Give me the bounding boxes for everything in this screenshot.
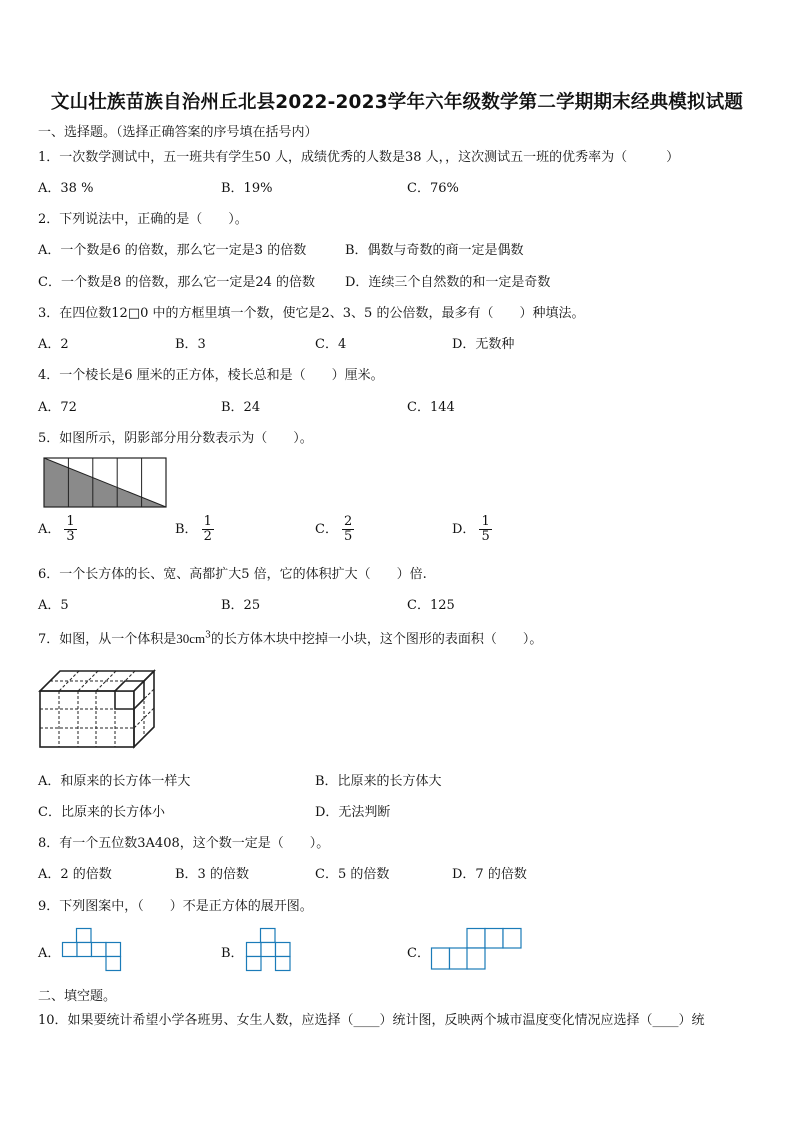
- cube-net-a: [62, 928, 122, 972]
- q2-option-c[interactable]: C．一个数是8 的倍数，那么它一定是24 的倍数: [38, 275, 316, 290]
- q5-option-d[interactable]: [452, 515, 492, 544]
- q1-option-b[interactable]: B．19%: [221, 181, 273, 196]
- q4-option-a[interactable]: A．72: [38, 400, 77, 415]
- question-10: 10．如果要统计希望小学各班男、女生人数，应选择（____）统计图，反映两个城市温度变化情况应选择（____）统: [38, 1013, 705, 1028]
- fraction: $\frac{1}{2}$: [203, 514, 212, 544]
- q3-option-d[interactable]: D．无数种: [452, 337, 515, 352]
- cube-net-c: [431, 928, 523, 972]
- fraction: $\frac{1}{3}$: [66, 514, 75, 544]
- q9-option-a[interactable]: A．: [38, 946, 61, 961]
- question-5: 5．如图所示，阴影部分用分数表示为（ ）。: [38, 431, 313, 446]
- q5-option-c[interactable]: [315, 515, 354, 544]
- q3-option-b[interactable]: B．3: [175, 337, 206, 352]
- q4-option-c[interactable]: C．144: [407, 400, 455, 415]
- q2-option-a[interactable]: A．一个数是6 的倍数，那么它一定是3 的倍数: [38, 243, 307, 258]
- q5-option-a-label: A．: [38, 522, 61, 537]
- question-8: 8．有一个五位数3A408，这个数一定是（ ）。: [38, 836, 330, 851]
- q8-option-b[interactable]: B．3 的倍数: [175, 867, 249, 882]
- shaded-rectangle-figure: [44, 458, 170, 508]
- q6-option-a[interactable]: A．5: [38, 598, 69, 613]
- q9-option-b[interactable]: B．: [221, 946, 244, 961]
- q5-option-b-label: B．: [175, 522, 198, 537]
- question-3: 3．在四位数12□0 中的方框里填一个数，使它是2、3、5 的公倍数，最多有（ ）种填法。: [38, 306, 585, 321]
- fraction: $\frac{1}{5}$: [481, 514, 490, 544]
- question-7: 7．如图，从一个体积是$30cm^3$的长方体木块中挖掉一小块，这个图形的表面积（ ）。: [38, 630, 543, 647]
- question-2: 2．下列说法中，正确的是（ ）。: [38, 212, 248, 227]
- q7-option-c[interactable]: C．比原来的长方体小: [38, 805, 165, 820]
- q7-option-d[interactable]: D．无法判断: [315, 805, 391, 820]
- q7-option-a[interactable]: A．和原来的长方体一样大: [38, 774, 191, 789]
- section-heading-fill: 二、填空题。: [38, 989, 117, 1004]
- q1-option-c[interactable]: C．76%: [407, 181, 459, 196]
- question-6: 6．一个长方体的长、宽、高都扩大5 倍，它的体积扩大（ ）倍.: [38, 567, 427, 582]
- q5-option-b[interactable]: [175, 515, 214, 544]
- q8-option-d[interactable]: D．7 的倍数: [452, 867, 527, 882]
- q8-option-a[interactable]: A．2 的倍数: [38, 867, 112, 882]
- q5-option-a[interactable]: [38, 515, 77, 544]
- q4-option-b[interactable]: B．24: [221, 400, 261, 415]
- q2-option-b[interactable]: B．偶数与奇数的商一定是偶数: [345, 243, 524, 258]
- q5-option-c-label: C．: [315, 522, 338, 537]
- question-1: 1．一次数学测试中，五一班共有学生50 人，成绩优秀的人数是38 人，，这次测试五一班的优秀率为（ ）: [38, 150, 680, 165]
- q6-option-c[interactable]: C．125: [407, 598, 455, 613]
- q7-option-b[interactable]: B．比原来的长方体大: [315, 774, 442, 789]
- q9-option-c[interactable]: C．: [407, 946, 430, 961]
- fraction: $\frac{2}{5}$: [343, 514, 353, 544]
- q6-option-b[interactable]: B．25: [221, 598, 261, 613]
- q1-option-a[interactable]: A．38 %: [38, 181, 94, 196]
- question-9: 9．下列图案中，（ ）不是正方体的展开图。: [38, 899, 313, 914]
- q3-option-a[interactable]: A．2: [38, 337, 69, 352]
- cube-net-b: [246, 928, 292, 972]
- page-title: 文山壮族苗族自治州丘北县2022-2023学年六年级数学第二学期期末经典模拟试题: [50, 92, 744, 113]
- q8-option-c[interactable]: C．5 的倍数: [315, 867, 390, 882]
- q5-option-d-label: D．: [452, 522, 476, 537]
- cuboid-figure: [40, 667, 156, 751]
- q2-option-d[interactable]: D．连续三个自然数的和一定是奇数: [345, 275, 551, 290]
- q3-option-c[interactable]: C．4: [315, 337, 347, 352]
- question-4: 4．一个棱长是6 厘米的正方体，棱长总和是（ ）厘米。: [38, 368, 384, 383]
- section-heading-choice: 一、选择题。（选择正确答案的序号填在括号内）: [38, 125, 318, 140]
